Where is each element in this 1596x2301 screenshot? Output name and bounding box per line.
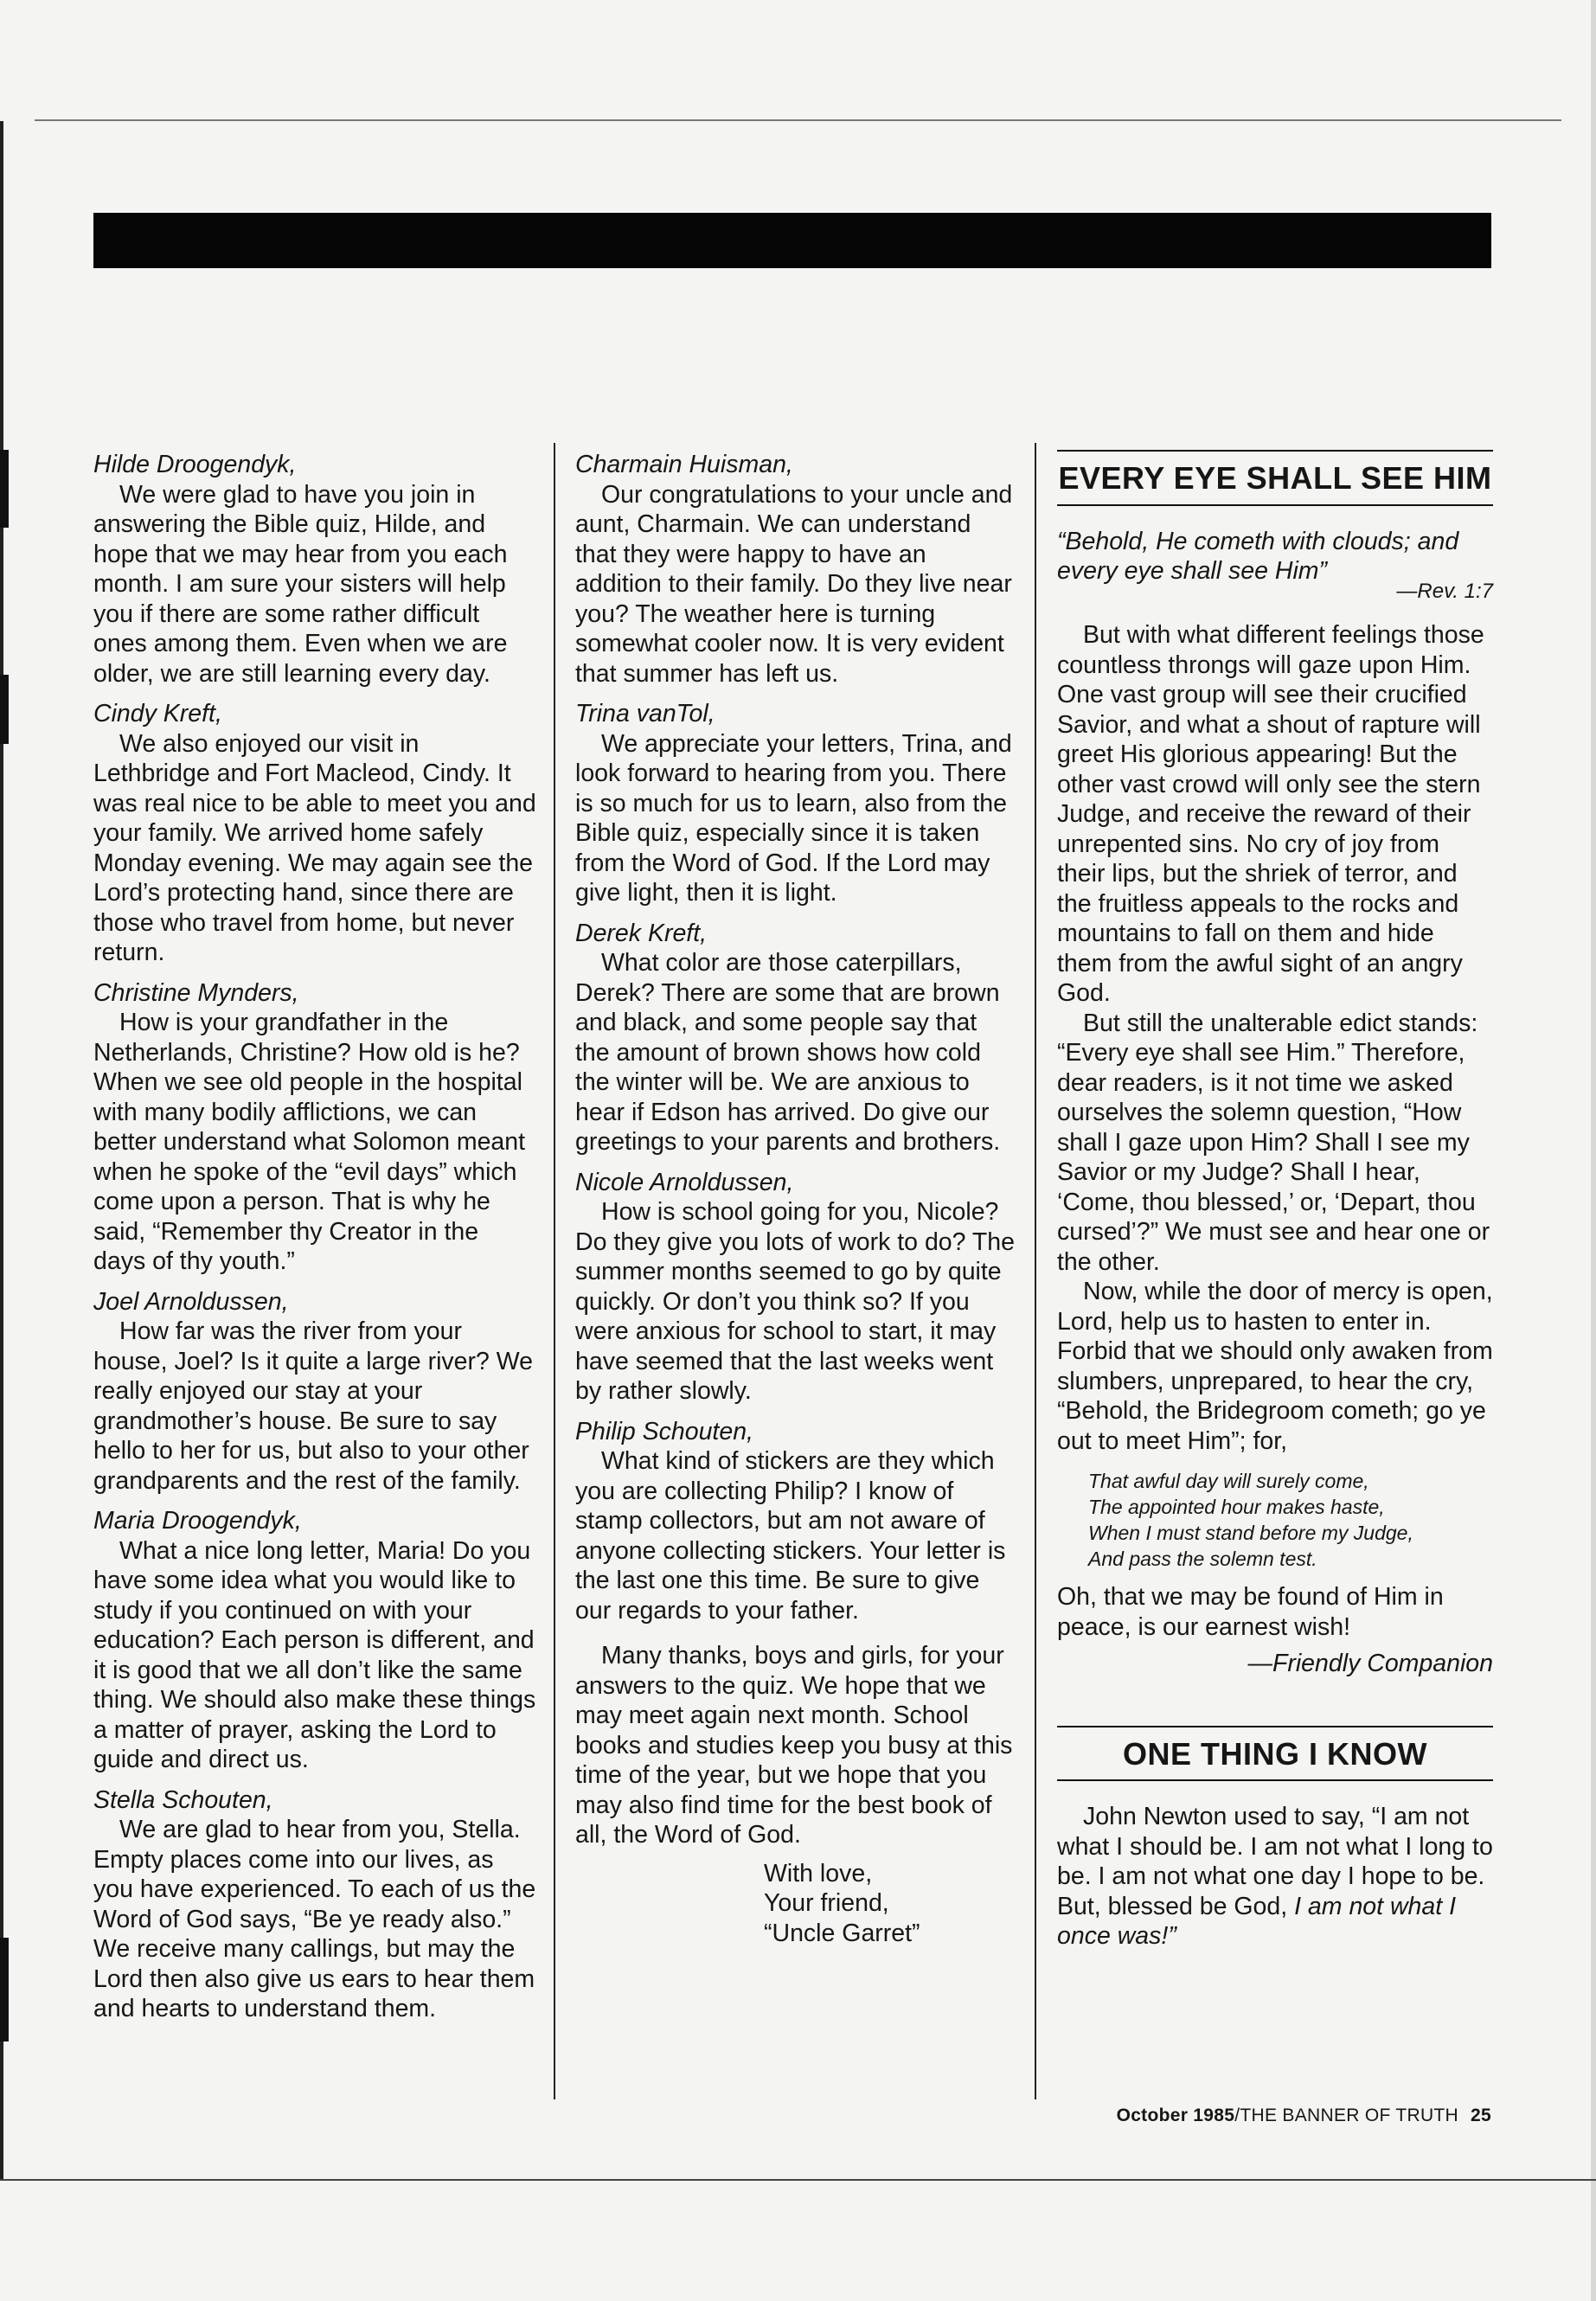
scan-mark [0, 1938, 9, 2041]
publication-name: /THE BANNER OF TRUTH [1234, 2106, 1459, 2125]
column-2 [575, 450, 1016, 1948]
scripture-reference: —Rev. 1:7 [1396, 579, 1493, 603]
column-3 [1057, 450, 1493, 1952]
signoff-line: “Uncle Garret” [764, 1919, 920, 1947]
letter [575, 699, 1016, 908]
letter [93, 450, 536, 689]
letter-text: We appreciate your letters, Trina, and look forward to hearing from you. There is so much for us to learn, also from the Bible quiz, especially since it is taken from the Word of God. If the Lord may give light, then it is light. [575, 729, 1012, 907]
poem-line: That awful day will surely come, [1088, 1470, 1369, 1492]
signoff-line: With love, [764, 1859, 873, 1888]
article-one-thing [1057, 1726, 1493, 1952]
scripture-verse: “Behold, He cometh with clouds; and every eye shall see Him” [1057, 527, 1459, 585]
letter-recipient: Stella Schouten, [93, 1785, 273, 1814]
top-rule [35, 119, 1561, 121]
letter-recipient: Cindy Kreft, [93, 700, 222, 727]
letter-recipient: Hilde Droogendyk, [93, 451, 297, 478]
column-1 [93, 450, 536, 2024]
letter [575, 919, 1016, 1157]
letter [93, 1506, 536, 1775]
letter-text: How is school going for you, Nicole? Do they give you lots of work to do? The summer months seemed to go by quite quickly. Or don’t you think so? If you were anxious for school to start, it may have seemed that the last weeks went by rather slowly. [575, 1198, 1016, 1405]
issue-date: October 1985 [1116, 2106, 1235, 2125]
letter [575, 450, 1016, 689]
letter [575, 1417, 1016, 1626]
letter-recipient: Derek Kreft, [575, 919, 708, 947]
article-closing: Oh, that we may be found of Him in peace, is our earnest wish! [1057, 1583, 1444, 1641]
signoff [764, 1859, 1016, 1949]
column-divider [554, 443, 555, 2099]
letter-text: We are glad to hear from you, Stella. Empty places come into our lives, as you have experienced. To each of us the Word of God says, “Be ye ready also.” We receive many callings, but may the Lord then also give us ears to hear them and hearts to understand them. [93, 1816, 536, 2022]
header-band [93, 213, 1491, 268]
letter [93, 1785, 536, 2024]
scan-edge [0, 121, 3, 2180]
letter-recipient: Christine Mynders, [93, 978, 299, 1007]
signoff-line: Your friend, [764, 1889, 889, 1917]
letter-recipient: Nicole Arnoldussen, [575, 1168, 794, 1196]
article-text-italic: I am not what I once was!” [1057, 1892, 1457, 1950]
page-edge [1591, 0, 1596, 2301]
letter-recipient: Maria Droogendyk, [93, 1507, 302, 1535]
letter-text: How far was the river from your house, Joel? Is it quite a large river? We really enjoyed our stay at your grandmother’s house. Be sure to say hello to her for us, but also to your other grandparents and the rest of the family. [93, 1317, 533, 1495]
article-paragraph: But still the unalterable edict stands: “Every eye shall see Him.” Therefore, dear readers, is it not time we asked ourselves the solemn question, “How shall I gaze upon Him? Shall I see my Savior or my Judge? Shall I hear, ‘Come, thou blessed,’ or, ‘Depart, thou cursed’?” We must see and hear one or the other. [1057, 1009, 1490, 1276]
article-paragraph: Now, while the door of mercy is open, Lord, help us to hasten to enter in. Forbid that we should only awaken from slumbers, unprepared, to hear the cry, “Behold, the Bridegroom cometh; go ye out to meet Him”; for, [1057, 1278, 1493, 1455]
letter [93, 699, 536, 968]
page-footer [1117, 2106, 1491, 2126]
letter-text: We were glad to have you join in answering the Bible quiz, Hilde, and hope that we may hear from you each month. I am sure your sisters will help you if there are some rather difficult ones among them. Even when we are older, we are still learning every day. [93, 480, 508, 688]
article-every-eye [1057, 450, 1493, 1679]
article-text: John Newton used to say, “I am not what I should be. I am not what I long to be. I am not what one day I hope to be. But, blessed be God, [1057, 1803, 1493, 1920]
scan-mark [0, 675, 9, 744]
page-number: 25 [1471, 2106, 1491, 2125]
letter-text: We also enjoyed our visit in Lethbridge and Fort Macleod, Cindy. It was real nice to be able to meet you and your family. We arrived home safely Monday evening. We may again see the Lord’s protecting hand, since there are those who travel from home, but never return. [93, 729, 536, 966]
article-heading: ONE THING I KNOW [1057, 1726, 1493, 1782]
letter-recipient: Philip Schouten, [575, 1417, 753, 1445]
letter [575, 1168, 1016, 1407]
poem-line: And pass the solemn test. [1088, 1548, 1317, 1570]
letter-recipient: Charmain Huisman, [575, 451, 793, 478]
bottom-rule [0, 2179, 1596, 2181]
column-divider [1035, 443, 1036, 2099]
article-paragraph [1057, 1802, 1493, 1952]
poem-line: When I must stand before my Judge, [1088, 1522, 1413, 1544]
letter-text: What kind of stickers are they which you are collecting Philip? I know of stamp collectors, but am not aware of anyone collecting stickers. Your letter is the last one this time. Be sure to give our regards to your father. [575, 1447, 1006, 1625]
closing-paragraph: Many thanks, boys and girls, for your answers to the quiz. We hope that we may meet again next month. School books and studies keep you busy at this time of the year, but we hope that you may also find time for the best book of all, the Word of God. [575, 1642, 1013, 1849]
letter-text: Our congratulations to your uncle and aunt, Charmain. We can understand that they were happy to have an addition to their family. Do they live near you? The weather here is turning somewhat cooler now. It is very evident that summer has left us. [575, 480, 1013, 688]
article-heading: EVERY EYE SHALL SEE HIM [1057, 450, 1493, 506]
article-paragraph: But with what different feelings those countless throngs will gaze upon Him. One vast group will see their crucified Savior, and what a shout of rapture will greet His glorious appearing! But the other vast crowd will only see the stern Judge, and receive the reward of their unrepented sins. No cry of joy from their lips, but the shriek of terror, and the fruitless appeals to the rocks and mountains to fall on them and hide them from the awful sight of an angry God. [1057, 621, 1484, 1007]
letter [93, 978, 536, 1277]
letter-recipient: Trina vanTol, [575, 700, 715, 727]
letter [93, 1287, 536, 1497]
letter-recipient: Joel Arnoldussen, [93, 1287, 289, 1316]
attribution: —Friendly Companion [1247, 1650, 1493, 1677]
scan-mark [0, 450, 9, 528]
letter-text: What a nice long letter, Maria! Do you have some idea what you would like to study if you continued on with your education? Each person is different, and it is good that we all don’t like the same thing. We should also make these things a matter of prayer, asking the Lord to guide and direct us. [93, 1536, 536, 1773]
poem-line: The appointed hour makes haste, [1088, 1496, 1385, 1518]
letter-text: How is your grandfather in the Netherlands, Christine? How old is he? When we see old people in the hospital with many bodily afflictions, we can better understand what Solomon meant when he spoke of the “evil days” which come upon a person. That is why he said, “Remember thy Creator in the days of thy youth.” [93, 1009, 526, 1275]
letter-text: What color are those caterpillars, Derek? There are some that are brown and black, and some people say that the amount of brown shows how cold the winter will be. We are anxious to hear if Edson has arrived. Do give our greetings to your parents and brothers. [575, 949, 1001, 1156]
poem [1088, 1468, 1493, 1572]
